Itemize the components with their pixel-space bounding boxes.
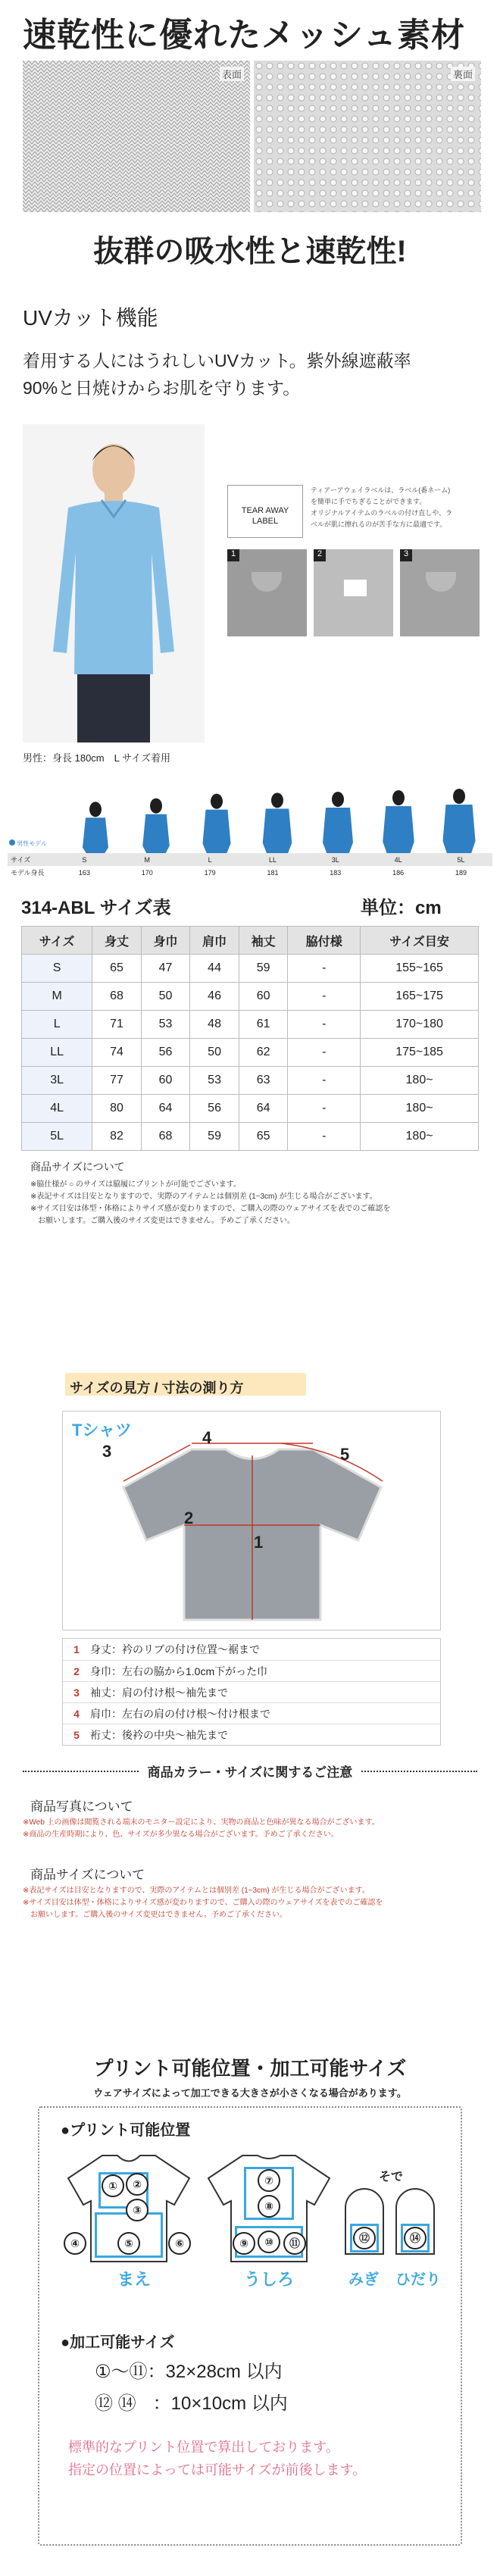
- pos-3: ③: [126, 2199, 148, 2221]
- fitting-size: 5L: [457, 855, 465, 864]
- value-cell: 68: [141, 1123, 190, 1151]
- value-cell: 175~185: [361, 1039, 479, 1067]
- uv-desc-line1: 着用する人にはうれしいUVカット。紫外線遮蔽率: [23, 351, 411, 370]
- step-number: 1: [227, 549, 239, 561]
- fitting-legend-text: 男性モデル: [17, 840, 47, 847]
- caution-photo-notes: [23, 1817, 485, 1841]
- print-subtitle: ウェアサイズによって加工できる大きさが小さくなる場合があります。: [93, 2087, 407, 2099]
- mesh-front-image: [23, 61, 250, 212]
- pos-9: ⑨: [233, 2232, 255, 2255]
- note-line: ※Web 上の画像は閲覧される端末のモニター設定により、実物の商品と色味が異なる場合がございます。: [23, 1818, 380, 1827]
- value-cell: 60: [239, 983, 288, 1011]
- value-cell: -: [288, 955, 361, 983]
- measure-list-row: [63, 1724, 440, 1745]
- fitting-model-figure: [443, 789, 476, 862]
- measure-list-number: 3: [73, 1686, 80, 1699]
- value-cell: 56: [190, 1095, 239, 1123]
- size-cell: 5L: [22, 1123, 92, 1151]
- page-title: 速乾性に優れたメッシュ素材: [23, 17, 466, 54]
- size-chart-table: [21, 926, 479, 1151]
- note-line: ※サイズ目安は体型・体格によりサイズ感が変わりますので、ご購入の際のウェアサイズを表でのご確認を: [23, 1899, 383, 1907]
- uv-desc-line2: 90%と日焼けからお肌を守ります。: [23, 378, 301, 398]
- fitting-height: 170: [141, 868, 153, 877]
- size-row-1: [95, 2356, 283, 2383]
- note-line: ※表記サイズは目安となりますので、実際のアイテムとは個別差 (1~3cm) が生じる場合がございます。: [30, 1193, 377, 1201]
- size-chart-row: [22, 1039, 479, 1067]
- feature-headline: 抜群の吸水性と速乾性!: [93, 235, 407, 268]
- size-cell: S: [22, 955, 92, 983]
- value-cell: 165~175: [361, 983, 479, 1011]
- header-cell: サイズ目安: [361, 927, 479, 955]
- value-cell: 82: [92, 1123, 142, 1151]
- size-chart-row: [22, 1095, 479, 1123]
- fitting-figures: [8, 780, 492, 864]
- fitting-height: 179: [204, 868, 216, 877]
- fitting-height: 189: [455, 868, 467, 877]
- note-line: お願いします。ご購入後のサイズ変更はできません。予めご了承ください。: [23, 1911, 287, 1919]
- step-number: 3: [400, 549, 412, 561]
- tear-desc-line: を簡単に手でちぎることができます。: [311, 498, 427, 505]
- measure-title: サイズの見方 / 寸法の測り方: [70, 1380, 244, 1396]
- fitting-height: 183: [330, 868, 342, 877]
- value-cell: 50: [190, 1039, 239, 1067]
- pos-10: ⑩: [258, 2231, 280, 2253]
- header-cell: 身巾: [141, 927, 190, 955]
- value-cell: -: [288, 1067, 361, 1095]
- pos-4: ④: [64, 2232, 86, 2255]
- mesh-back-label: 裏面: [451, 67, 475, 81]
- measure-list-row: [63, 1639, 440, 1660]
- value-cell: 155~165: [361, 955, 479, 983]
- model-photo: [23, 424, 205, 742]
- note-line: ※サイズ目安は体型・体格によりサイズ感が変わりますので、ご購入の際のウェアサイズを表でのご確認を: [30, 1205, 391, 1213]
- print-note-line2: 指定の位置によっては可能サイズが前後します。: [68, 2462, 367, 2478]
- label-front: まえ: [117, 2270, 152, 2289]
- pos-11: ⑪: [283, 2232, 306, 2255]
- size-row-2: [95, 2388, 288, 2415]
- size-chart-row: [22, 1067, 479, 1095]
- print-title: プリント可能位置・加工可能サイズ: [93, 2057, 407, 2080]
- value-cell: -: [288, 1095, 361, 1123]
- value-cell: 80: [92, 1095, 142, 1123]
- size-chart-unit: 単位：cm: [361, 898, 442, 918]
- header-cell: 身丈: [92, 927, 142, 955]
- fitting-model-figure: [323, 792, 353, 862]
- fitting-model-figure: [383, 790, 414, 862]
- caution-size-notes: [23, 1885, 485, 1921]
- value-cell: 65: [239, 1123, 288, 1151]
- measure-list-number: 4: [73, 1707, 80, 1720]
- measure-num-4: 4: [202, 1428, 212, 1447]
- collar-shape: [252, 572, 282, 592]
- value-cell: 64: [141, 1095, 190, 1123]
- fitting-height: 186: [392, 868, 405, 877]
- value-cell: 59: [239, 955, 288, 983]
- step-number: 2: [314, 549, 326, 561]
- caution-size-title: 商品サイズについて: [30, 1868, 145, 1882]
- measure-list-text: 肩巾：左右の肩の付け根～付け根まで: [90, 1707, 270, 1720]
- tear-step-1-photo: [227, 549, 307, 636]
- value-cell: 53: [190, 1067, 239, 1095]
- size-cell: M: [22, 983, 92, 1011]
- note-line: ※表記サイズは目安となりますので、実際のアイテムとは個別差 (1~3cm) が生じる場合がございます。: [23, 1887, 370, 1895]
- pos-2: ②: [126, 2173, 148, 2196]
- fitting-height: 181: [267, 868, 279, 877]
- size-chart-row: [22, 983, 479, 1011]
- pos-7: ⑦: [258, 2169, 280, 2192]
- value-cell: 180~: [361, 1067, 479, 1095]
- measure-num-3: 3: [102, 1442, 112, 1461]
- print-sizes-title: ●加工可能サイズ: [61, 2334, 175, 2351]
- size-chart-title: 314-ABL サイズ表: [21, 898, 171, 918]
- fitting-size: L: [208, 855, 212, 864]
- note-line: ※商品の生産時期により、色、サイズが多少異なる場合がございます。予めご了承ください。: [23, 1830, 339, 1839]
- fitting-size: LL: [268, 855, 277, 864]
- tag-line2: LABEL: [252, 517, 279, 526]
- value-cell: -: [288, 983, 361, 1011]
- tear-away-description: [311, 485, 481, 530]
- fitting-model-figure: [203, 794, 231, 862]
- fitting-size: M: [144, 855, 151, 864]
- size-cell: 4L: [22, 1095, 92, 1123]
- pos-14: ⑭: [404, 2227, 427, 2249]
- pos-1: ①: [102, 2174, 124, 2197]
- size-notes-title: 商品サイズについて: [30, 1161, 125, 1173]
- pos-12: ⑫: [353, 2227, 376, 2249]
- tear-step-2-photo: [314, 549, 393, 636]
- value-cell: -: [288, 1039, 361, 1067]
- size2-range: ⑫ ⑭: [95, 2393, 136, 2414]
- uv-description: [23, 347, 485, 402]
- measure-num-2: 2: [184, 1508, 194, 1527]
- value-cell: 77: [92, 1067, 142, 1095]
- tear-desc-line: ベルが肌に擦れるのが苦手な方に最適です。: [311, 521, 447, 528]
- value-cell: 64: [239, 1095, 288, 1123]
- value-cell: 44: [190, 955, 239, 983]
- size-cell: 3L: [22, 1067, 92, 1095]
- value-cell: 65: [92, 955, 142, 983]
- measure-num-1: 1: [254, 1533, 264, 1552]
- value-cell: 74: [92, 1039, 142, 1067]
- note-line: お願いします。ご購入後のサイズ変更はできません。予めご了承ください。: [30, 1217, 295, 1225]
- measure-diagram: [62, 1411, 441, 1630]
- print-note: [68, 2436, 366, 2481]
- tear-desc-line: ティアーアウェイラベルは、ラベル(番ネーム): [311, 486, 451, 494]
- print-positions-title: ●プリント可能位置: [61, 2122, 191, 2139]
- value-cell: 61: [239, 1011, 288, 1039]
- fitting-table: [8, 853, 492, 879]
- value-cell: 56: [141, 1039, 190, 1067]
- measure-list-number: 1: [73, 1643, 80, 1655]
- value-cell: 180~: [361, 1123, 479, 1151]
- fitting-height: 163: [78, 868, 90, 877]
- header-cell: 袖丈: [239, 927, 288, 955]
- label-right: みぎ: [348, 2271, 379, 2288]
- measure-item-name: Tシャツ: [72, 1421, 132, 1440]
- size-chart-row: [22, 1011, 479, 1039]
- model-caption: 男性：身長 180cm L サイズ着用: [23, 752, 170, 764]
- measure-list-row: [63, 1681, 440, 1702]
- header-cell: 肩巾: [190, 927, 239, 955]
- note-line: ※脇仕様が ○ のサイズは脇履にプリントが可能でございます。: [30, 1180, 241, 1189]
- size-cell: LL: [22, 1039, 92, 1067]
- value-cell: 63: [239, 1067, 288, 1095]
- person-icon: [9, 839, 15, 846]
- fitting-legend: [9, 839, 47, 848]
- measure-list-row: [63, 1702, 440, 1724]
- value-cell: 62: [239, 1039, 288, 1067]
- value-cell: 48: [190, 1011, 239, 1039]
- value-cell: 60: [141, 1067, 190, 1095]
- measure-list-number: 5: [73, 1728, 80, 1741]
- pos-6: ⑥: [168, 2232, 191, 2255]
- value-cell: 53: [141, 1011, 190, 1039]
- uv-title: UVカット機能: [23, 306, 158, 330]
- caution-banner: [0, 1762, 500, 1780]
- fitting-size: 3L: [331, 855, 339, 864]
- tag-line1: TEAR AWAY: [241, 506, 289, 515]
- size-notes: [30, 1179, 485, 1227]
- size-chart-header-row: [22, 927, 479, 955]
- header-cell: サイズ: [22, 927, 92, 955]
- size-cell: L: [22, 1011, 92, 1039]
- measure-list-text: 身丈：衿のリブの付け位置～裾まで: [90, 1643, 260, 1655]
- size1-value: ：32×28cm 以内: [147, 2362, 283, 2382]
- measure-list-text: 裄丈：後衿の中央～袖先まで: [90, 1728, 228, 1741]
- pos-5: ⑤: [117, 2232, 140, 2255]
- mesh-front-label: 表面: [220, 67, 244, 81]
- fitting-height-label: モデル身長: [11, 869, 45, 877]
- size-chart-row: [22, 955, 479, 983]
- fitting-size: S: [82, 855, 87, 864]
- value-cell: 46: [190, 983, 239, 1011]
- fitting-size: 4L: [394, 855, 402, 864]
- measure-list-row: [63, 1660, 440, 1681]
- tear-step-3-photo: [400, 549, 480, 636]
- caution-title: 商品カラー・サイズに関するご注意: [140, 1765, 361, 1780]
- tear-away-tag: [227, 485, 303, 538]
- measure-num-5: 5: [340, 1445, 350, 1464]
- measure-list-text: 袖丈：肩の付け根～袖先まで: [90, 1686, 228, 1699]
- measure-list-text: 身巾：左右の脇から1.0cm下がった巾: [90, 1665, 268, 1677]
- size2-value: ：10×10cm 以内: [152, 2393, 288, 2414]
- measure-list-number: 2: [73, 1665, 80, 1677]
- mesh-back-image: [254, 61, 481, 212]
- label-shape: [344, 580, 367, 596]
- size-chart-row: [22, 1123, 479, 1151]
- fitting-model-figure: [263, 792, 292, 862]
- fitting-size-row: [8, 853, 492, 866]
- value-cell: 50: [141, 983, 190, 1011]
- size1-range: ①～⑪: [95, 2362, 148, 2382]
- sleeve-label: そで: [379, 2171, 404, 2184]
- fitting-size-label: サイズ: [11, 856, 31, 864]
- label-back: うしろ: [244, 2270, 295, 2289]
- value-cell: 170~180: [361, 1011, 479, 1039]
- value-cell: 71: [92, 1011, 142, 1039]
- fitting-height-row: [8, 866, 492, 879]
- value-cell: 47: [141, 955, 190, 983]
- label-left: ひだり: [395, 2271, 441, 2288]
- value-cell: 180~: [361, 1095, 479, 1123]
- measure-list: [62, 1638, 441, 1746]
- collar-shape: [426, 572, 456, 592]
- pos-8: ⑧: [258, 2195, 280, 2218]
- tear-desc-line: オリジナルアイテムのラベルの付け直しや、ラ: [311, 509, 453, 517]
- caution-photo-title: 商品写真について: [30, 1799, 133, 1814]
- print-note-line1: 標準的なプリント位置で算出しております。: [68, 2440, 339, 2455]
- value-cell: 59: [190, 1123, 239, 1151]
- value-cell: 68: [92, 983, 142, 1011]
- value-cell: -: [288, 1123, 361, 1151]
- header-cell: 脇付様: [288, 927, 361, 955]
- value-cell: -: [288, 1011, 361, 1039]
